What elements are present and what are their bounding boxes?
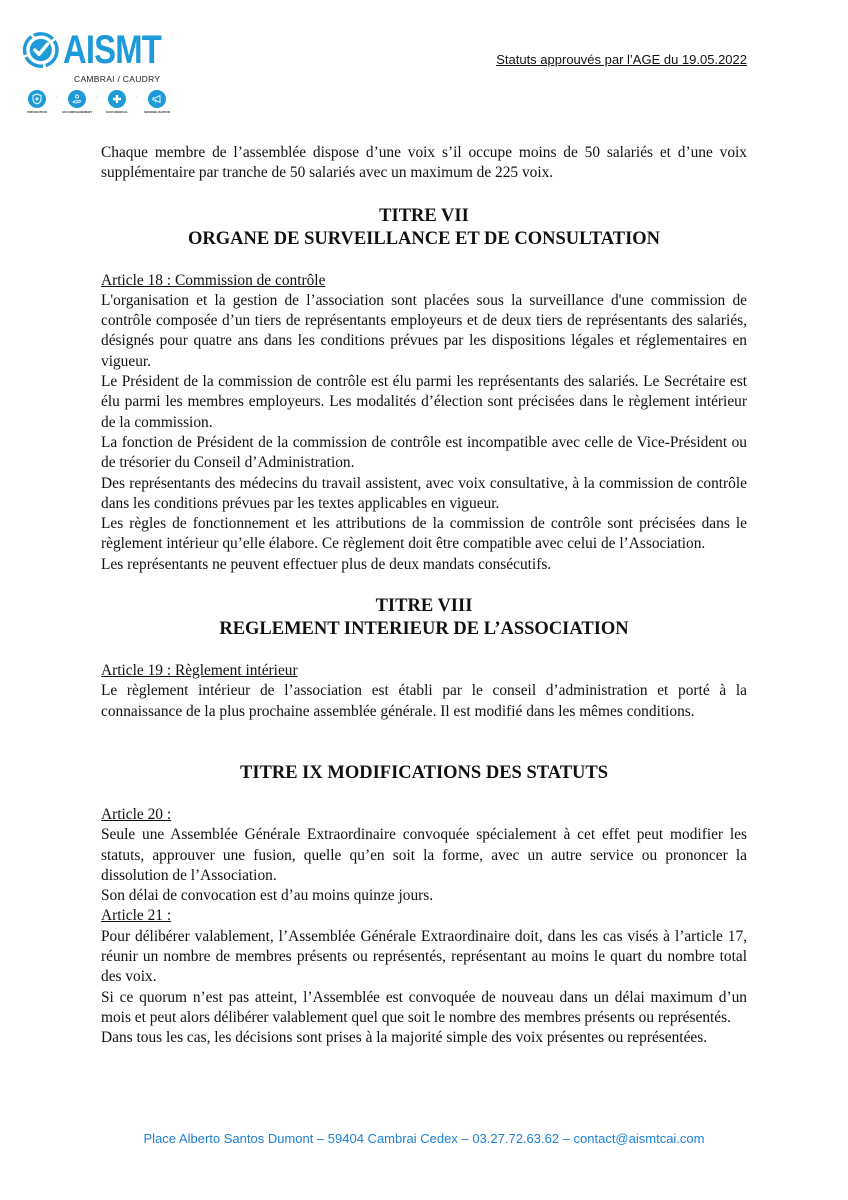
article-18-paragraph: L'organisation et la gestion de l’association sont placées sous la surveillance d'une commission de contrôle composée d’un tiers de représentants employeurs et de deux tiers de représentants des salariés, désignés pour quatre ans dans les conditions prévues par les dispositions légales et réglementaires en vigueur. — [101, 291, 747, 370]
service-accompagnement: ACCOMPAGNEMENT — [62, 90, 92, 114]
approval-note: Statuts approuvés par l’AGE du 19.05.2022 — [496, 52, 747, 67]
article-18-paragraph: Les règles de fonctionnement et les attributions de la commission de contrôle sont précisées dans le règlement intérieur qu’elle élabore. Ce règlement doit être compatible avec celui de l’Association. — [101, 515, 747, 553]
titre-ix-heading: TITRE IX MODIFICATIONS DES STATUTS — [239, 762, 609, 783]
article-21-heading: Article 21 : — [101, 907, 172, 925]
article-18-paragraph: Le Président de la commission de contrôle est élu parmi les représentants des salariés. Le Secrétaire est élu parmi les membres employeurs. Les modalités d’élection sont précisées dans le règlement intérieur de la commission. — [101, 373, 747, 431]
article-19-heading: Article 19 : Règlement intérieur — [101, 662, 298, 680]
article-18-paragraph: Des représentants des médecins du travail assistent, avec voix consultative, à la commission de contrôle dans les conditions prévues par les textes applicables en vigueur. — [101, 474, 747, 512]
article-18-paragraph: La fonction de Président de la commission de contrôle est incompatible avec celle de Vice-Président ou de trésorier du Conseil d’Administration. — [101, 433, 747, 472]
check-circle-icon — [22, 28, 60, 72]
article-20-paragraph: Seule une Assemblée Générale Extraordinaire convoquée spécialement à cet effet peut modifier les statuts, approuver une fusion, quelle qu’en soit la forme, avec un autre service ou prononcer la dissolution de l’Association. — [101, 826, 747, 884]
logo-subtitle: CAMBRAI / CAUDRY — [74, 74, 161, 84]
article-18-heading: Article 18 : Commission de contrôle — [101, 271, 326, 289]
article-21-paragraph: Si ce quorum n’est pas atteint, l’Assemblée est convoquée de nouveau dans un délai maximum d’un mois et peut alors délibérer valablement quel que soit le nombre des membres présents ou représentés. — [101, 988, 747, 1026]
article-21-paragraph: Pour délibérer valablement, l’Assemblée Générale Extraordinaire doit, dans les cas visés à l’article 17, réunir un nombre de membres présents ou représentés, représentant au moins le quart du nombre total des voix. — [101, 927, 747, 986]
logo-service-icons — [22, 90, 182, 114]
service-prevention: PRÉVENTION — [22, 90, 52, 114]
shield-plus-icon — [28, 90, 46, 108]
article-19-paragraph: Le règlement intérieur de l’association est établi par le conseil d’administration et porté à la connaissance de la plus prochaine assemblée générale. Il est modifié dans les mêmes conditions. — [101, 682, 747, 720]
service-suivi-medical: SUIVI MÉDICAL — [102, 90, 132, 114]
document-body — [101, 143, 747, 1049]
hand-person-icon — [68, 90, 86, 108]
titre-viii-heading: TITRE VIII REGLEMENT INTERIEUR DE L’ASSOCIATION — [219, 596, 629, 640]
separator-dot: · — [95, 94, 99, 101]
medical-cross-icon — [108, 90, 126, 108]
footer-address: Place Alberto Santos Dumont – 59404 Cambrai Cedex – 03.27.72.63.62 – contact@aismtcai.com — [143, 1131, 705, 1146]
separator-dot: · — [135, 94, 139, 101]
titre-vii-heading: TITRE VII ORGANE DE SURVEILLANCE ET DE CONSULTATION — [187, 205, 661, 249]
logo-wordmark: AISMT — [62, 28, 161, 72]
article-20-heading: Article 20 : — [101, 805, 172, 823]
article-18-paragraph: Les représentants ne peuvent effectuer plus de deux mandats consécutifs. — [101, 555, 552, 573]
service-sensibilisation: SENSIBILISATION — [142, 90, 172, 114]
megaphone-icon — [148, 90, 166, 108]
separator-dot: · — [55, 94, 59, 101]
article-21-paragraph: Dans tous les cas, les décisions sont prises à la majorité simple des voix présentes ou représentées. — [101, 1029, 708, 1047]
intro-paragraph: Chaque membre de l’assemblée dispose d’une voix s’il occupe moins de 50 salariés et d’une voix supplémentaire par tranche de 50 salariés avec un maximum de 225 voix. — [101, 144, 747, 182]
aismt-logo — [22, 28, 182, 123]
article-20-paragraph: Son délai de convocation est d’au moins quinze jours. — [101, 887, 434, 905]
